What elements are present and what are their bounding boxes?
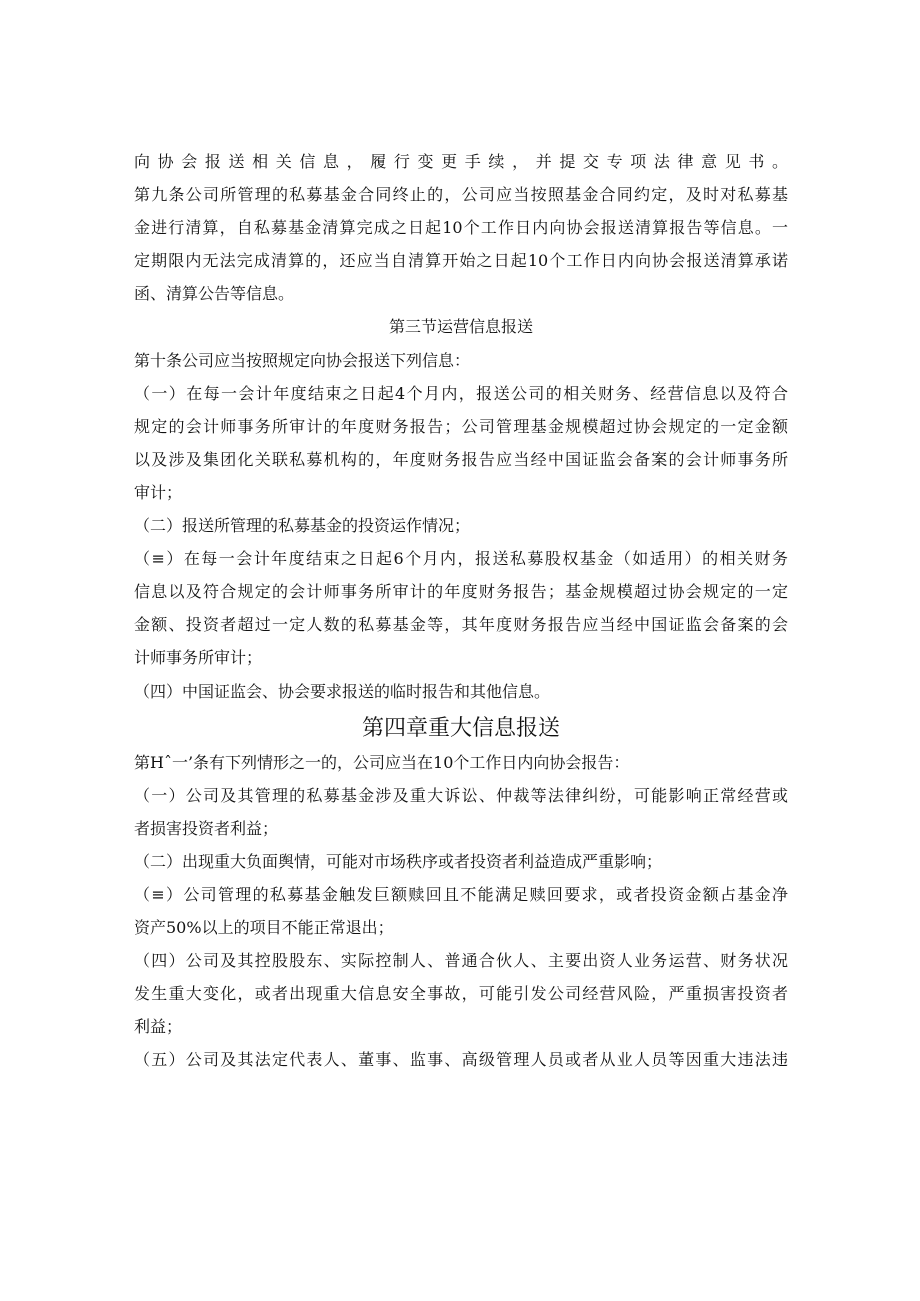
document-page <box>134 152 788 1084</box>
text-line-b3-5: 资产50%以上的项目不能正常退出； <box>134 918 394 938</box>
text-line-b1-3: 定期限内无法完成清算的，还应当自清算开始之日起10个工作日内向协会报送清算承诺 <box>134 251 788 271</box>
text-line-b2-10: （四）中国证监会、协会要求报送的临时报告和其他信息。 <box>134 681 551 701</box>
text-line-b1-4: 函、清算公告等信息。 <box>134 284 295 304</box>
text-line-b2-0: 第十条公司应当按照规定向协会报送下列信息： <box>134 350 471 370</box>
text-line-b1-2: 金进行清算，自私募基金清算完成之日起10个工作日内向协会报送清算报告等信息。一 <box>134 218 788 238</box>
section-title: 第三节运营信息报送 <box>388 317 533 337</box>
text-line-b2-9: 计师事务所审计； <box>134 648 263 668</box>
text-line-b3-7: 发生重大变化，或者出现重大信息安全事故，可能引发公司经营风险，严重损害投资者 <box>134 984 788 1004</box>
text-line-b3-4: （≡）公司管理的私募基金触发巨额赎回且不能满足赎回要求，或者投资金额占基金净 <box>134 884 788 904</box>
text-line-b3-0: 第Hˆ一’条有下列情形之一的，公司应当在10个工作日内向协会报告： <box>134 752 630 772</box>
text-line-b2-7: 信息以及符合规定的会计师事务所审计的年度财务报告；基金规模超过协会规定的一定 <box>134 582 788 602</box>
text-line-b3-3: （二）出现重大负面舆情，可能对市场秩序或者投资者利益造成严重影响； <box>134 851 663 871</box>
text-line-b3-6: （四）公司及其控股股东、实际控制人、普通合伙人、主要出资人业务运营、财务状况 <box>134 951 788 971</box>
text-line-b3-1: （一）公司及其管理的私募基金涉及重大诉讼、仲裁等法律纠纷，可能影响正常经营或 <box>134 785 788 805</box>
text-line-b1-0: 向协会报送相关信息，履行变更手续，并提交专项法律意见书。 <box>134 152 788 171</box>
text-line-b2-2: 规定的会计师事务所审计的年度财务报告；公司管理基金规模超过协会规定的一定金额 <box>134 416 788 436</box>
text-line-b3-2: 者损害投资者利益； <box>134 818 279 838</box>
text-line-b2-3: 以及涉及集团化关联私募机构的，年度财务报告应当经中国证监会备案的会计师事务所 <box>134 449 788 469</box>
text-line-b2-6: （≡）在每一会计年度结束之日起6个月内，报送私募股权基金（如适用）的相关财务 <box>134 549 788 569</box>
text-line-b2-5: （二）报送所管理的私募基金的投资运作情况； <box>134 516 471 536</box>
text-line-b2-8: 金额、投资者超过一定人数的私募基金等，其年度财务报告应当经中国证监会备案的会 <box>134 615 788 635</box>
text-line-b2-4: 审计； <box>134 482 183 502</box>
text-line-b2-1: （一）在每一会计年度结束之日起4个月内，报送公司的相关财务、经营信息以及符合 <box>134 383 788 403</box>
chapter-title: 第四章重大信息报送 <box>361 715 560 741</box>
text-line-b1-1: 第九条公司所管理的私募基金合同终止的，公司应当按照基金合同约定，及时对私募基 <box>134 185 788 205</box>
text-line-b3-8: 利益； <box>134 1017 183 1037</box>
text-line-b3-9: （五）公司及其法定代表人、董事、监事、高级管理人员或者从业人员等因重大违法违 <box>134 1050 788 1070</box>
